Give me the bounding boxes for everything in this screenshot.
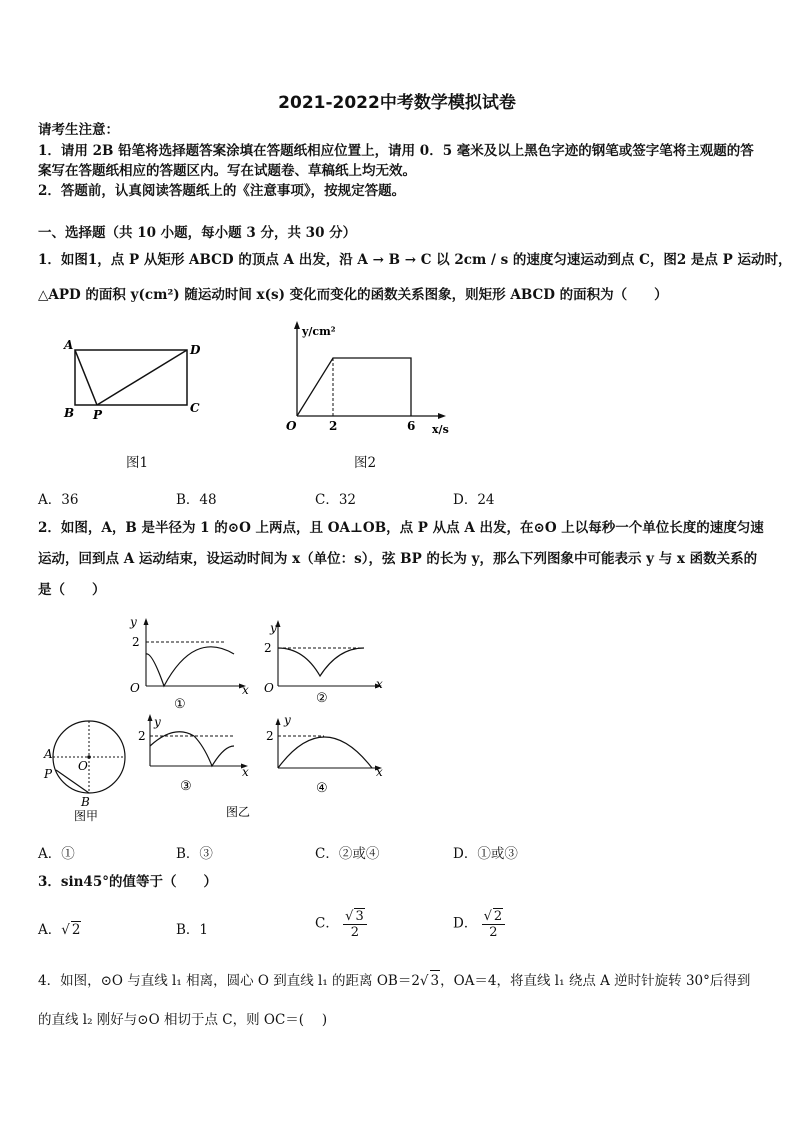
notice-line-1b: 案写在答题纸相应的答题区内。写在试题卷、草稿纸上均无效。: [38, 163, 416, 179]
fig1-label-a: A: [64, 338, 74, 352]
graph4-x: x: [376, 765, 383, 779]
q4-sqrt: 3: [430, 970, 441, 991]
circle-label-a: A: [44, 747, 53, 761]
q4-line-1: [38, 970, 750, 991]
circle-label-o: O: [78, 759, 88, 773]
q3-option-d-label: D．: [453, 915, 478, 932]
graph2-2: 2: [264, 641, 272, 655]
graph1-x: x: [242, 683, 249, 697]
q3-option-a[interactable]: [38, 918, 81, 938]
q1-figure-1: [60, 335, 210, 425]
q2-graph-3: [138, 714, 249, 794]
q3-option-a-label: A．: [38, 922, 62, 938]
graph3-y: y: [154, 715, 161, 729]
fig1-label-p: P: [93, 408, 103, 422]
q2-graph-1: [129, 615, 249, 712]
graph1-number: ①: [174, 697, 186, 712]
q2-line-3: 是（ ）: [38, 582, 106, 598]
sqrt-symbol: √: [61, 922, 70, 938]
q4-line-1b: ，OA＝4，将直线 l₁ 绕点 A 逆时针旋转 30°后得到: [440, 973, 751, 989]
q3-option-d-denominator: 2: [489, 925, 498, 940]
graph2-o: O: [264, 681, 274, 695]
q2-graph-4: [266, 713, 383, 796]
fig2-origin: O: [286, 419, 297, 433]
q3-option-b[interactable]: B．1: [176, 922, 209, 938]
graph4-2: 2: [266, 729, 274, 743]
graph4-y: y: [284, 713, 291, 727]
fig2-tick-2: 2: [329, 419, 338, 433]
q2-circle-figure: [43, 721, 125, 823]
q3-option-d-numerator: √ 2: [482, 908, 506, 925]
q4-line-2: 的直线 l₂ 刚好与⊙O 相切于点 C，则 OC＝( ): [38, 1012, 328, 1028]
page-title: 2021-2022中考数学模拟试卷: [278, 93, 516, 113]
q3-text: 3．sin45°的值等于（ ）: [38, 874, 217, 890]
q3-option-c-numerator: √ 3: [343, 908, 367, 925]
q2-figure: [34, 612, 394, 830]
q2-line-2: 运动，回到点 A 运动结束，设运动时间为 x（单位：s），弦 BP 的长为 y，那么下列图象中可能表示 y 与 x 函数关系的: [38, 551, 758, 567]
q1-option-b[interactable]: B．48: [176, 492, 217, 508]
notice-heading: 请考生注意：: [38, 122, 119, 138]
fig-jia-caption: 图甲: [74, 809, 99, 823]
q2-line-1: 2．如图，A，B 是半径为 1 的⊙O 上两点，且 OA⊥OB，点 P 从点 A 出发，在⊙O 上以每秒一个单位长度的速度匀速: [38, 520, 764, 536]
graph2-y: y: [270, 621, 277, 635]
sqrt-symbol: √: [419, 973, 429, 989]
graph1-o: O: [130, 681, 140, 695]
graph2-number: ②: [316, 691, 328, 706]
q2-option-d[interactable]: D．①或③: [453, 846, 518, 862]
q3-option-d-fraction: [482, 908, 506, 940]
q2-option-b[interactable]: B．③: [176, 846, 213, 862]
q4-line-1a: 4．如图，⊙O 与直线 l₁ 相离，圆心 O 到直线 l₁ 的距离 OB＝2: [38, 973, 420, 989]
q1-fig2-caption: 图2: [354, 455, 377, 471]
q3-option-c-denominator: 2: [350, 925, 360, 940]
fig1-label-c: C: [190, 401, 200, 415]
q1-option-d[interactable]: D．24: [453, 492, 495, 508]
circle-label-b: B: [81, 795, 90, 809]
q2-graph-2: [264, 620, 383, 706]
fig1-label-d: D: [190, 343, 201, 357]
fig1-label-b: B: [64, 406, 75, 420]
q2-option-a[interactable]: A．①: [38, 846, 75, 862]
q1-fig1-caption: 图1: [126, 455, 149, 471]
q3-option-d[interactable]: [453, 908, 505, 940]
section-heading: 一、选择题（共 10 小题，每小题 3 分，共 30 分）: [38, 225, 357, 241]
fig2-y-axis-label: y/cm²: [302, 325, 336, 338]
graph1-2: 2: [132, 635, 140, 649]
graph2-x: x: [376, 677, 383, 691]
q3-option-c-fraction: [343, 908, 367, 940]
q1-figure-2: [280, 318, 460, 438]
q2-option-c[interactable]: C．②或④: [315, 846, 380, 862]
circle-label-p: P: [44, 767, 53, 781]
q1-option-c[interactable]: C．32: [315, 492, 357, 508]
graph4-number: ④: [316, 781, 328, 796]
notice-line-1a: 1．请用 2B 铅笔将选择题答案涂填在答题纸相应位置上，请用 0．5 毫米及以上黑色字迹的钢笔或签字笔将主观题的答: [38, 143, 754, 159]
notice-line-2: 2．答题前，认真阅读答题纸上的《注意事项》，按规定答题。: [38, 183, 406, 199]
q3-option-a-radicand: 2: [71, 922, 81, 938]
graph3-2: 2: [138, 729, 146, 743]
graph3-x: x: [242, 765, 249, 779]
q1-option-a[interactable]: A．36: [38, 492, 79, 508]
graph1-y: y: [130, 615, 137, 629]
fig2-x-axis-label: x/s: [432, 423, 449, 436]
graph3-number: ③: [180, 779, 192, 794]
q1-line-1: 1．如图1，点 P 从矩形 ABCD 的顶点 A 出发，沿 A → B → C 以 2cm / s 的速度匀速运动到点 C，图2 是点 P 运动时，: [38, 252, 792, 268]
q3-option-c[interactable]: [315, 908, 367, 940]
fig2-tick-6: 6: [407, 419, 416, 433]
fig-yi-caption: 图乙: [226, 805, 251, 819]
q3-option-c-label: C．: [315, 915, 339, 932]
q1-line-2: △APD 的面积 y(cm²) 随运动时间 x(s) 变化而变化的函数关系图象，则矩形 ABCD 的面积为（ ）: [38, 287, 668, 303]
